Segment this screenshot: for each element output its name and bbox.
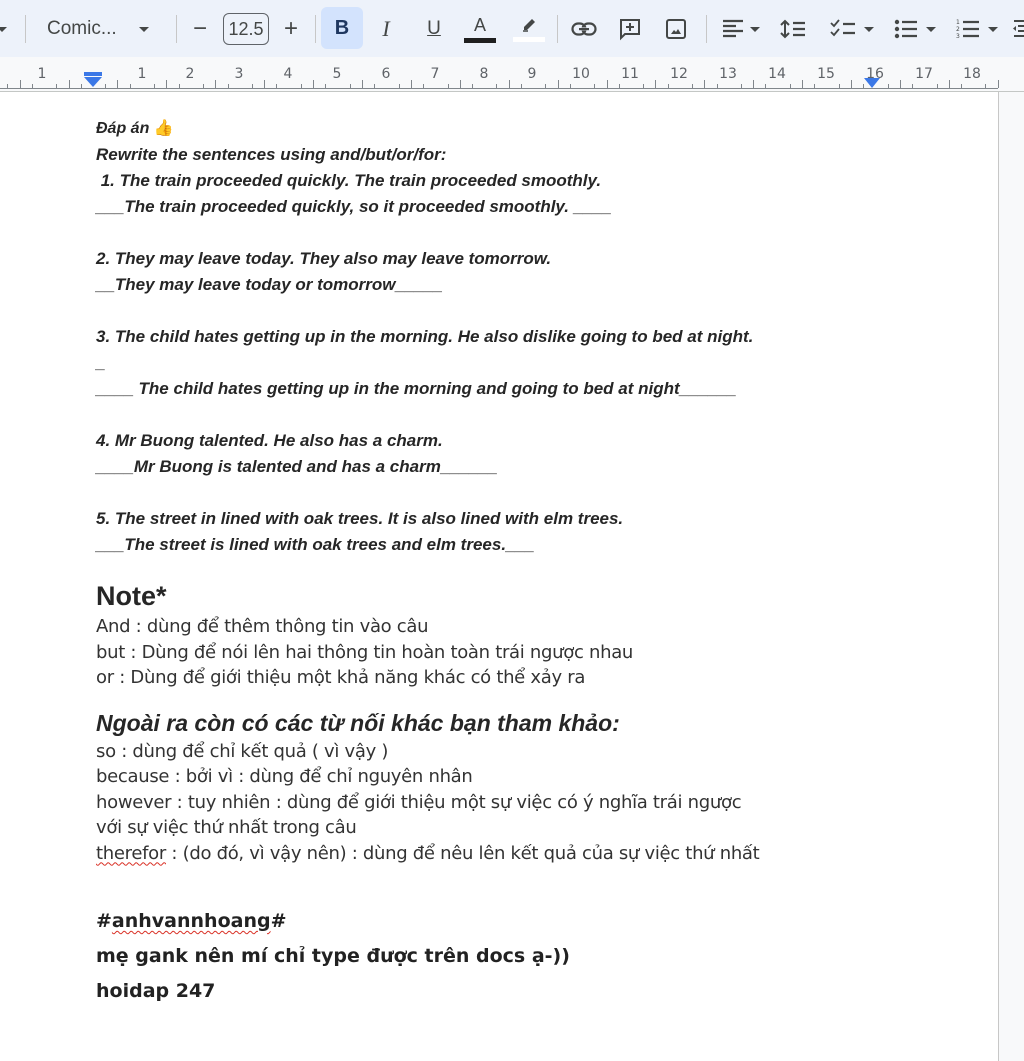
ruler-label: 6 [381,66,391,82]
ruler-label: 5 [332,66,342,82]
ruler-tick [937,84,938,88]
italic-button[interactable]: I [382,16,390,41]
ruler-tick [228,84,229,88]
ruler-tick [998,80,999,88]
ruler-tick [545,84,546,88]
insert-image-button[interactable] [660,12,692,46]
ruler-label: 10 [572,66,590,82]
document-body[interactable] [96,116,896,1009]
highlighter-pen-icon [520,16,538,34]
note-item: but : Dùng để nói lên hai thông tin hoàn toàn trái ngược nhau [96,641,634,663]
chevron-down-icon [139,27,149,32]
ruler-tick [765,84,766,88]
exercise-2-answer: __They may leave today or tomorrow_____ [96,275,443,294]
exercise-3-question: 3. The child hates getting up in the morning. He also dislike going to bed at night. [96,327,754,346]
ruler-tick [56,84,57,88]
image-icon [665,18,687,40]
svg-text:3: 3 [956,33,960,40]
hashtag-line [96,904,896,939]
ruler-tick [105,84,106,88]
font-size-value[interactable]: 12.5 [223,13,269,45]
ruler-tick [839,84,840,88]
increase-font-size-button[interactable]: + [283,15,298,42]
ruler-label: 3 [234,66,244,82]
instruction-text: Rewrite the sentences using and/but/or/for: [96,145,447,164]
ruler-tick [215,80,216,88]
exercise-3-extra: _ [96,353,106,372]
ruler-tick [607,80,608,88]
left-indent-handle[interactable] [84,77,102,87]
exercise-4-answer: ____Mr Buong is talented and has a charm______ [96,457,498,476]
ruler-tick [570,84,571,88]
note-item: And : dùng để thêm thông tin vào câu [96,616,429,637]
first-line-indent-handle[interactable] [84,72,102,76]
ruler-baseline [0,88,998,89]
decrease-font-size-button[interactable]: − [192,15,207,42]
text-color-swatch [464,38,496,43]
ruler-tick [69,80,70,88]
chevron-down-icon [988,27,998,32]
misspelled-word[interactable]: anhvannhoang [111,910,271,932]
align-dropdown[interactable] [716,12,766,46]
left-indent-marker[interactable] [84,72,102,88]
ruler-label: 9 [527,66,537,82]
svg-text:1: 1 [956,19,960,26]
ruler-tick [717,84,718,88]
ruler-tick [20,80,21,88]
toolbar-divider [176,15,177,43]
link-icon [571,22,597,36]
exercise-2-question: 2. They may leave today. They also may leave tomorrow. [96,249,552,268]
ruler-tick [81,84,82,88]
underline-button[interactable]: U [427,18,441,39]
text-color-button[interactable] [463,12,497,46]
text-color-icon: A [473,14,486,35]
checklist-dropdown[interactable] [824,12,880,46]
footer-line: hoidap 247 [96,980,216,1002]
ruler-tick [558,80,559,88]
conjunction-item: với sự việc thứ nhất trong câu [96,817,357,838]
hashtag-suffix: # [270,910,287,932]
ruler-tick [509,80,510,88]
checklist-icon [830,19,856,39]
ruler-tick [704,80,705,88]
ruler-label: 4 [283,66,293,82]
numbered-list-icon [956,18,980,40]
chevron-down-icon [926,27,936,32]
ruler-tick [423,84,424,88]
ruler-tick [668,84,669,88]
ruler-tick [619,84,620,88]
svg-text:2: 2 [956,26,960,33]
chevron-down-icon [864,27,874,32]
ruler-tick [117,80,118,88]
conjunction-item-text: : (do đó, vì vậy nên) : dùng để nêu lên kết quả của sự việc thứ nhất [165,842,760,864]
ruler-tick [472,84,473,88]
ruler-tick [753,80,754,88]
ruler-tick [166,80,167,88]
ruler-tick [692,84,693,88]
font-size-field[interactable] [222,12,270,46]
note-item: or : Dùng để giới thiệu một khả năng khác có thể xảy ra [96,667,586,688]
toolbar-divider [25,15,26,43]
ruler-tick [802,80,803,88]
ruler-tick [325,84,326,88]
ruler-tick [790,84,791,88]
ruler-tick [460,80,461,88]
footer-line: mẹ gank nên mí chỉ type được trên docs ạ-)) [96,945,570,967]
ruler-tick [985,84,986,88]
align-left-icon [722,19,744,39]
conjunction-item: however : tuy nhiên : dùng để giới thiệu một sự việc có ý nghĩa trái ngược [96,791,742,813]
ruler-tick [301,84,302,88]
ruler-tick [203,84,204,88]
chevron-down-icon [0,27,7,32]
ruler-label: 14 [768,66,786,82]
ruler-tick [411,80,412,88]
add-comment-button[interactable] [614,12,646,46]
numbered-list-dropdown[interactable] [950,12,1004,46]
conjunction-item: so : dùng để chỉ kết quả ( vì vậy ) [96,740,389,762]
horizontal-ruler[interactable] [0,57,1024,92]
ruler-label: 1 [37,66,47,82]
bold-button[interactable]: B [321,7,363,49]
ruler-label: 2 [185,66,195,82]
hashtag-prefix: # [96,910,112,932]
ruler-tick [741,84,742,88]
decrease-indent-button[interactable] [1012,12,1024,46]
ruler-label: 16 [866,66,884,82]
ruler-tick [399,84,400,88]
ruler-label: 7 [430,66,440,82]
conjunction-item: because : bởi vì : dùng để chỉ nguyên nhân [96,766,473,787]
chevron-down-icon [750,27,760,32]
ruler-label: 12 [670,66,688,82]
ruler-tick [655,80,656,88]
font-family-dropdown[interactable] [38,12,168,46]
indent-icon [1012,19,1024,39]
exercise-5-question: 5. The street in lined with oak trees. It is also lined with elm trees. [96,509,624,528]
ruler-tick [130,84,131,88]
line-spacing-button[interactable] [777,12,809,46]
ruler-tick [32,84,33,88]
ruler-tick [521,84,522,88]
line-spacing-icon [780,19,806,39]
ruler-tick [863,84,864,88]
toolbar-divider [315,15,316,43]
misspelled-word[interactable]: therefor [96,842,166,864]
ruler-tick [851,80,852,88]
exercise-5-answer: ___The street is lined with oak trees and elm trees.___ [96,535,535,554]
ruler-label: 8 [479,66,489,82]
ruler-tick [888,84,889,88]
bulleted-list-icon [894,19,918,39]
style-dropdown-caret[interactable] [0,12,8,46]
ruler-tick [362,80,363,88]
ruler-label: 18 [963,66,981,82]
thumbs-up-emoji-icon: 👍 [153,120,174,137]
document-page[interactable] [0,92,999,1061]
ruler-tick [594,84,595,88]
ruler-label: 13 [719,66,737,82]
font-family-value: Comic... [47,18,117,39]
note-heading: Note* [96,581,167,611]
exercise-4-question: 4. Mr Buong talented. He also has a charm. [96,431,443,450]
ruler-tick [276,84,277,88]
ruler-tick [448,84,449,88]
ruler-tick [374,84,375,88]
ruler-tick [814,84,815,88]
ruler-tick [912,84,913,88]
add-comment-icon [618,17,642,41]
highlight-color-swatch [513,37,545,42]
exercise-1-answer: ___The train proceeded quickly, so it proceeded smoothly. ____ [96,197,612,216]
conjunction-item-therefor [96,841,896,867]
insert-link-button[interactable] [568,12,600,46]
ruler-tick [643,84,644,88]
ruler-tick [252,84,253,88]
ruler-tick [154,84,155,88]
other-conjunctions-heading: Ngoài ra còn có các từ nối khác bạn tham khảo: [96,709,620,736]
ruler-tick [900,80,901,88]
exercise-3-answer: ____ The child hates getting up in the morning and going to bed at night______ [96,379,737,398]
bulleted-list-dropdown[interactable] [888,12,942,46]
toolbar-divider [706,15,707,43]
ruler-tick [264,80,265,88]
exercise-1-question: 1. The train proceeded quickly. The train proceeded smoothly. [96,171,602,190]
ruler-tick [350,84,351,88]
ruler-tick [949,80,950,88]
toolbar-divider [557,15,558,43]
ruler-label: 15 [817,66,835,82]
answer-heading-text: Đáp án [96,120,150,137]
formatting-toolbar [0,0,1024,57]
ruler-tick [961,84,962,88]
ruler-tick [7,84,8,88]
ruler-label: 1 [137,66,147,82]
ruler-label: 11 [621,66,639,82]
answer-heading [96,116,896,142]
ruler-tick [313,80,314,88]
highlight-color-button[interactable] [512,12,546,46]
right-indent-marker[interactable] [864,78,880,88]
ruler-tick [179,84,180,88]
ruler-label: 17 [915,66,933,82]
ruler-tick [496,84,497,88]
